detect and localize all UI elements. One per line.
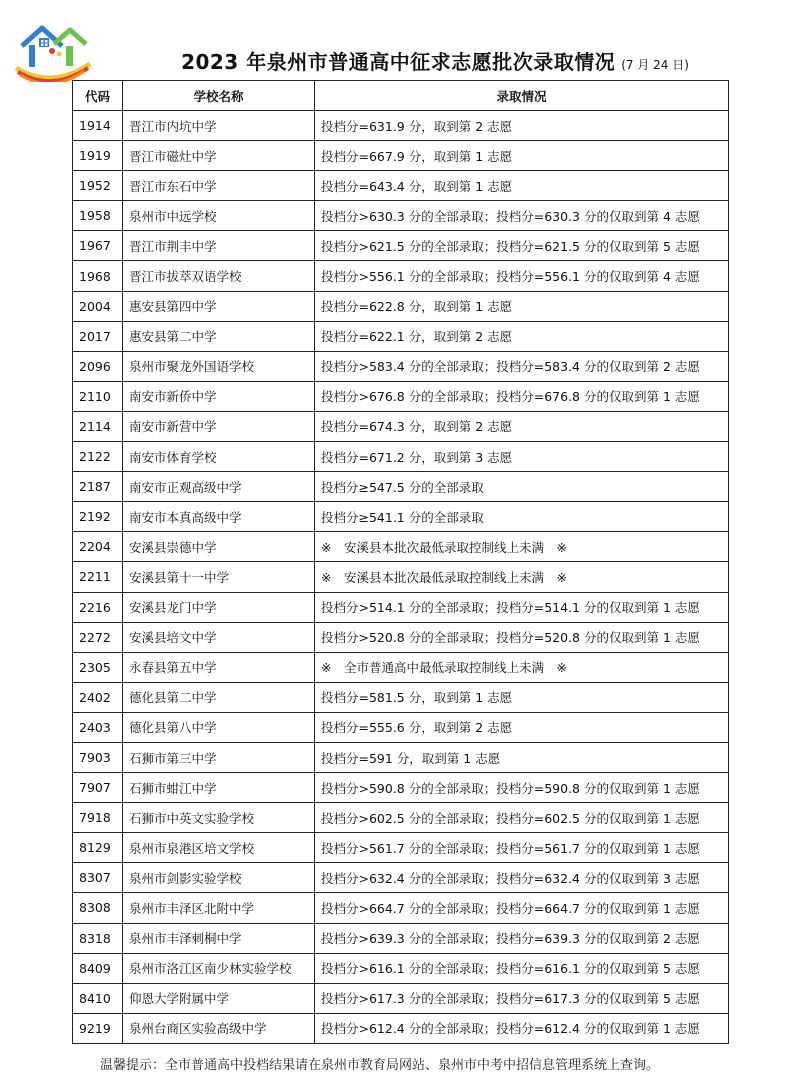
- table-row: [73, 1013, 729, 1043]
- title-text: 2023 年泉州市普通高中征求志愿批次录取情况: [181, 50, 616, 74]
- table-row: [73, 532, 729, 562]
- table-row: [73, 833, 729, 863]
- cell-school-name: 安溪县崇德中学: [123, 532, 315, 562]
- cell-result: 投档分=643.4 分，取到第 1 志愿: [315, 171, 729, 201]
- cell-result: ※ 全市普通高中最低录取控制线上未满 ※: [315, 652, 729, 682]
- table-row: [73, 291, 729, 321]
- table-body: [73, 111, 729, 1044]
- cell-result: 投档分>632.4 分的全部录取；投档分=632.4 分的仅取到第 3 志愿: [315, 863, 729, 893]
- cell-result: 投档分>602.5 分的全部录取；投档分=602.5 分的仅取到第 1 志愿: [315, 803, 729, 833]
- cell-code: 9219: [73, 1013, 123, 1043]
- cell-school-name: 安溪县龙门中学: [123, 592, 315, 622]
- cell-result: 投档分>612.4 分的全部录取；投档分=612.4 分的仅取到第 1 志愿: [315, 1013, 729, 1043]
- cell-result: 投档分=622.1 分，取到第 2 志愿: [315, 321, 729, 351]
- cell-result: 投档分>639.3 分的全部录取；投档分=639.3 分的仅取到第 2 志愿: [315, 923, 729, 953]
- cell-school-name: 南安市体育学校: [123, 442, 315, 472]
- cell-school-name: 泉州市丰泽区北附中学: [123, 893, 315, 923]
- cell-school-name: 南安市新营中学: [123, 411, 315, 441]
- cell-school-name: 泉州市中远学校: [123, 201, 315, 231]
- cell-code: 1914: [73, 111, 123, 141]
- cell-code: 2403: [73, 712, 123, 742]
- cell-result: 投档分≥547.5 分的全部录取: [315, 472, 729, 502]
- cell-result: ※ 安溪县本批次最低录取控制线上未满 ※: [315, 562, 729, 592]
- table-row: [73, 652, 729, 682]
- cell-code: 8410: [73, 983, 123, 1013]
- table-row: [73, 622, 729, 652]
- cell-school-name: 德化县第二中学: [123, 682, 315, 712]
- table-row: [73, 863, 729, 893]
- cell-result: 投档分=555.6 分，取到第 2 志愿: [315, 712, 729, 742]
- cell-school-name: 南安市正观高级中学: [123, 472, 315, 502]
- table-row: [73, 321, 729, 351]
- cell-result: 投档分>617.3 分的全部录取；投档分=617.3 分的仅取到第 5 志愿: [315, 983, 729, 1013]
- table-row: [73, 803, 729, 833]
- table-row: [73, 111, 729, 141]
- cell-code: 7903: [73, 742, 123, 772]
- cell-result: 投档分=667.9 分，取到第 1 志愿: [315, 141, 729, 171]
- table-row: [73, 201, 729, 231]
- table-header-row: [73, 81, 729, 111]
- header-school-name: 学校名称: [123, 81, 315, 111]
- cell-code: 2096: [73, 351, 123, 381]
- table-row: [73, 712, 729, 742]
- table-row: [73, 351, 729, 381]
- cell-result: 投档分>616.1 分的全部录取；投档分=616.1 分的仅取到第 5 志愿: [315, 953, 729, 983]
- title-date: (7 月 24 日): [621, 58, 689, 72]
- admission-results-table: [72, 80, 729, 1044]
- cell-school-name: 泉州市聚龙外国语学校: [123, 351, 315, 381]
- cell-code: 2110: [73, 381, 123, 411]
- cell-result: 投档分>630.3 分的全部录取；投档分=630.3 分的仅取到第 4 志愿: [315, 201, 729, 231]
- cell-school-name: 安溪县培文中学: [123, 622, 315, 652]
- cell-school-name: 晋江市东石中学: [123, 171, 315, 201]
- header-code: 代码: [73, 81, 123, 111]
- cell-result: 投档分>664.7 分的全部录取；投档分=664.7 分的仅取到第 1 志愿: [315, 893, 729, 923]
- cell-result: 投档分>583.4 分的全部录取；投档分=583.4 分的仅取到第 2 志愿: [315, 351, 729, 381]
- cell-school-name: 石狮市中英文实验学校: [123, 803, 315, 833]
- cell-code: 2402: [73, 682, 123, 712]
- cell-code: 1968: [73, 261, 123, 291]
- cell-code: 2211: [73, 562, 123, 592]
- table-row: [73, 231, 729, 261]
- table-row: [73, 502, 729, 532]
- cell-school-name: 泉州市剑影实验学校: [123, 863, 315, 893]
- cell-result: 投档分=622.8 分，取到第 1 志愿: [315, 291, 729, 321]
- table-row: [73, 893, 729, 923]
- cell-school-name: 泉州市丰泽刺桐中学: [123, 923, 315, 953]
- cell-code: 2216: [73, 592, 123, 622]
- cell-school-name: 德化县第八中学: [123, 712, 315, 742]
- cell-result: 投档分=581.5 分，取到第 1 志愿: [315, 682, 729, 712]
- cell-code: 1952: [73, 171, 123, 201]
- cell-result: 投档分>520.8 分的全部录取；投档分=520.8 分的仅取到第 1 志愿: [315, 622, 729, 652]
- cell-school-name: 泉州台商区实验高级中学: [123, 1013, 315, 1043]
- table-row: [73, 442, 729, 472]
- cell-school-name: 石狮市第三中学: [123, 742, 315, 772]
- cell-code: 2204: [73, 532, 123, 562]
- cell-school-name: 南安市本真高级中学: [123, 502, 315, 532]
- table-row: [73, 592, 729, 622]
- cell-school-name: 永春县第五中学: [123, 652, 315, 682]
- cell-school-name: 晋江市内坑中学: [123, 111, 315, 141]
- cell-school-name: 惠安县第四中学: [123, 291, 315, 321]
- cell-code: 2305: [73, 652, 123, 682]
- cell-code: 7918: [73, 803, 123, 833]
- cell-result: 投档分>514.1 分的全部录取；投档分=514.1 分的仅取到第 1 志愿: [315, 592, 729, 622]
- cell-code: 8308: [73, 893, 123, 923]
- cell-school-name: 南安市新侨中学: [123, 381, 315, 411]
- table-row: [73, 953, 729, 983]
- cell-school-name: 泉州市洛江区南少林实验学校: [123, 953, 315, 983]
- page-title: [0, 46, 800, 75]
- header-result: 录取情况: [315, 81, 729, 111]
- table-row: [73, 141, 729, 171]
- cell-school-name: 晋江市荆丰中学: [123, 231, 315, 261]
- table-row: [73, 171, 729, 201]
- cell-code: 2272: [73, 622, 123, 652]
- cell-code: 2017: [73, 321, 123, 351]
- cell-result: 投档分>561.7 分的全部录取；投档分=561.7 分的仅取到第 1 志愿: [315, 833, 729, 863]
- cell-school-name: 仰恩大学附属中学: [123, 983, 315, 1013]
- cell-result: 投档分>556.1 分的全部录取；投档分=556.1 分的仅取到第 4 志愿: [315, 261, 729, 291]
- table-row: [73, 562, 729, 592]
- cell-code: 7907: [73, 773, 123, 803]
- table-row: [73, 411, 729, 441]
- table-row: [73, 472, 729, 502]
- table-row: [73, 983, 729, 1013]
- cell-result: ※ 安溪县本批次最低录取控制线上未满 ※: [315, 532, 729, 562]
- cell-code: 2114: [73, 411, 123, 441]
- cell-result: 投档分=631.9 分，取到第 2 志愿: [315, 111, 729, 141]
- table-row: [73, 381, 729, 411]
- cell-school-name: 惠安县第二中学: [123, 321, 315, 351]
- cell-school-name: 晋江市拔萃双语学校: [123, 261, 315, 291]
- cell-school-name: 晋江市磁灶中学: [123, 141, 315, 171]
- cell-code: 1919: [73, 141, 123, 171]
- cell-result: 投档分>590.8 分的全部录取；投档分=590.8 分的仅取到第 1 志愿: [315, 773, 729, 803]
- cell-code: 8307: [73, 863, 123, 893]
- cell-code: 2192: [73, 502, 123, 532]
- cell-result: 投档分=671.2 分，取到第 3 志愿: [315, 442, 729, 472]
- table-row: [73, 742, 729, 772]
- cell-school-name: 石狮市蚶江中学: [123, 773, 315, 803]
- table-row: [73, 682, 729, 712]
- cell-school-name: 泉州市泉港区培文学校: [123, 833, 315, 863]
- cell-code: 8409: [73, 953, 123, 983]
- cell-result: 投档分=591 分，取到第 1 志愿: [315, 742, 729, 772]
- cell-code: 2004: [73, 291, 123, 321]
- cell-result: 投档分>621.5 分的全部录取；投档分=621.5 分的仅取到第 5 志愿: [315, 231, 729, 261]
- cell-code: 1967: [73, 231, 123, 261]
- cell-result: 投档分=674.3 分，取到第 2 志愿: [315, 411, 729, 441]
- cell-code: 8318: [73, 923, 123, 953]
- cell-code: 2187: [73, 472, 123, 502]
- table-row: [73, 261, 729, 291]
- cell-school-name: 安溪县第十一中学: [123, 562, 315, 592]
- cell-code: 1958: [73, 201, 123, 231]
- cell-code: 8129: [73, 833, 123, 863]
- cell-result: 投档分≥541.1 分的全部录取: [315, 502, 729, 532]
- table-row: [73, 773, 729, 803]
- table-row: [73, 923, 729, 953]
- footer-note: 温馨提示：全市普通高中投档结果请在泉州市教育局网站、泉州市中考中招信息管理系统上查询。: [100, 1058, 660, 1073]
- cell-result: 投档分>676.8 分的全部录取；投档分=676.8 分的仅取到第 1 志愿: [315, 381, 729, 411]
- cell-code: 2122: [73, 442, 123, 472]
